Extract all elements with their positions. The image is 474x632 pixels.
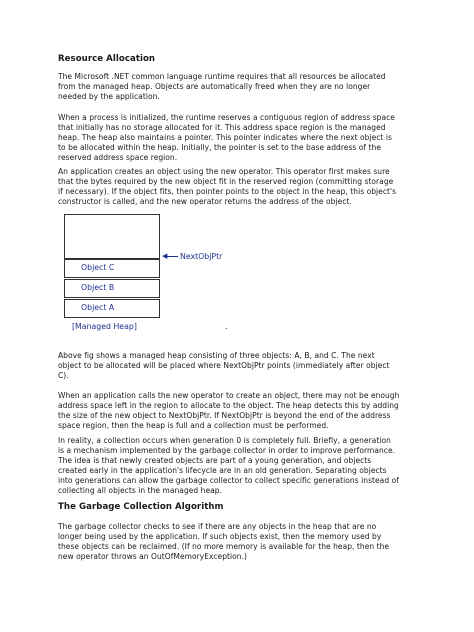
text-line: address space left in the region to allocate to the object. The heap detects this by adding: [58, 401, 399, 410]
text-line: to be allocated within the heap. Initially, the pointer is set to the base address of the: [58, 143, 382, 152]
text-line: that the bytes required by the new object fit in the reserved region (committing storage: [58, 177, 394, 186]
text-line: When an application calls the new operator to create an object, there may not be enough: [58, 391, 400, 400]
paragraph-generations: [58, 436, 428, 496]
text-line: the size of the new object to NextObjPtr. If NextObjPtr is beyond the end of the address: [58, 411, 391, 420]
paragraph-new-operator: [58, 167, 428, 207]
stray-period: .: [225, 322, 228, 331]
text-line: that initially has no storage allocated for it. This address space region is the managed: [58, 123, 386, 132]
text-line: object to be allocated will be placed where NextObjPtr points (immediately after object: [58, 361, 390, 370]
pointer-label: NextObjPtr: [180, 252, 223, 261]
heap-object-label: Object B: [81, 283, 115, 292]
text-line: these objects can be reclaimed. (If no more memory is available for the heap, then the: [58, 542, 390, 551]
text-line: The idea is that newly created objects are part of a young generation, and objects: [58, 456, 372, 465]
heap-object-label: Object A: [81, 303, 115, 312]
text-line: created early in the application's lifecycle are in an old generation. Separating objects: [58, 466, 387, 475]
text-line: is a mechanism implemented by the garbage collector in order to improve performance.: [58, 446, 396, 455]
text-line: into generations can allow the garbage collector to collect specific generations instead of: [58, 476, 399, 485]
text-line: The garbage collector checks to see if there are any objects in the heap that are no: [58, 522, 377, 531]
text-line: The Microsoft .NET common language runtime requires that all resources be allocated: [58, 72, 386, 81]
text-line: Above fig shows a managed heap consisting of three objects: A, B, and C. The next: [58, 351, 375, 360]
heading-gc-algorithm: The Garbage Collection Algorithm: [58, 502, 224, 512]
heading-resource-allocation: Resource Allocation: [58, 54, 156, 64]
paragraph-heap-full: [58, 391, 428, 431]
paragraph-process-init: [58, 113, 428, 163]
figure-caption: [Managed Heap]: [72, 322, 137, 331]
text-line: from the managed heap. Objects are automatically freed when they are no longer: [58, 82, 371, 91]
heap-free-space: [64, 214, 160, 259]
text-line: needed by the application.: [58, 92, 160, 101]
paragraph-gc-check: [58, 522, 428, 562]
text-line: C).: [58, 371, 69, 380]
text-line: collecting all objects in the managed heap.: [58, 486, 223, 495]
paragraph-figure-description: [58, 351, 428, 381]
text-line: When a process is initialized, the runtime reserves a contiguous region of address space: [58, 113, 395, 122]
paragraph-intro: [58, 72, 428, 102]
text-line: heap. The heap also maintains a pointer. This pointer indicates where the next object is: [58, 133, 392, 142]
text-line: An application creates an object using the new operator. This operator first makes sure: [58, 167, 390, 176]
text-line: constructor is called, and the new operator returns the address of the object.: [58, 197, 352, 206]
text-line: new operator throws an OutOfMemoryException.): [58, 552, 247, 561]
text-line: In reality, a collection occurs when generation 0 is completely full. Briefly, a generation: [58, 436, 391, 445]
heap-object-label: Object C: [81, 263, 115, 272]
arrow-left-icon: ◀: [162, 252, 168, 260]
text-line: if necessary). If the object fits, then pointer points to the object in the heap, this object's: [58, 187, 397, 196]
text-line: space region, then the heap is full and a collection must be performed.: [58, 421, 329, 430]
text-line: reserved address space region.: [58, 153, 178, 162]
text-line: longer being used by the application. If such objects exist, then the memory used by: [58, 532, 382, 541]
